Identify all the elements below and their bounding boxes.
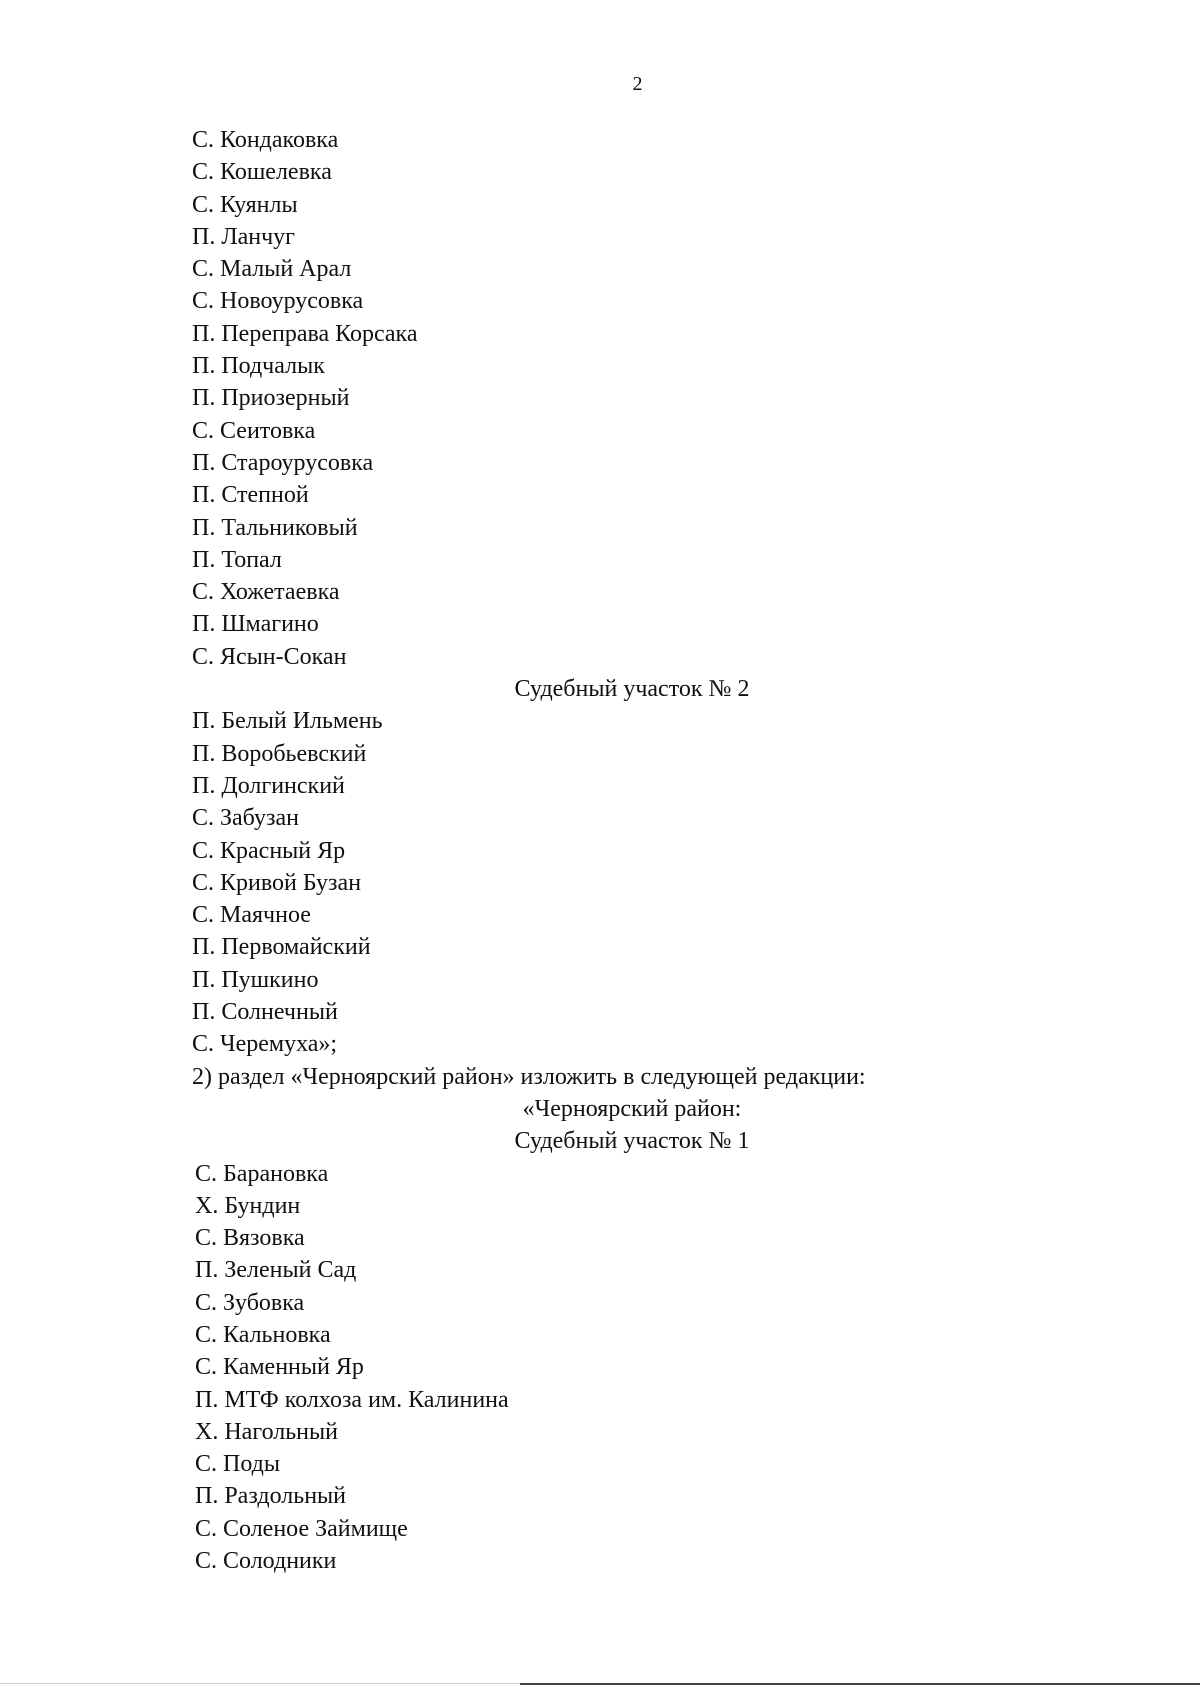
settlement-item: П. Воробьевский <box>192 740 367 767</box>
settlement-item: П. Приозерный <box>192 385 350 412</box>
settlement-item: П. МТФ колхоза им. Калинина <box>195 1386 509 1413</box>
settlement-item: П. Староурусовка <box>192 449 374 476</box>
settlement-item: С. Сеитовка <box>192 417 316 444</box>
settlement-item: С. Кривой Бузан <box>192 869 362 896</box>
settlement-item: С. Поды <box>195 1451 280 1478</box>
settlement-item: С. Малый Арал <box>192 256 352 283</box>
page-number: 2 <box>632 73 643 95</box>
settlement-item: С. Кошелевка <box>192 159 332 186</box>
court-section-heading-1: Судебный участок № 1 <box>514 1128 750 1155</box>
settlement-item: П. Тальниковый <box>192 514 358 541</box>
settlement-item: П. Долгинский <box>192 772 345 799</box>
settlement-item: П. Пушкино <box>192 966 319 993</box>
settlement-item: Х. Бундин <box>195 1192 301 1219</box>
settlement-item: П. Степной <box>192 482 309 509</box>
settlement-list-chernoyarsky <box>192 1158 1072 1578</box>
settlement-item: С. Новоурусовка <box>192 288 364 315</box>
settlement-item: С. Куянлы <box>192 191 298 218</box>
settlement-item: С. Соленое Займище <box>195 1515 408 1542</box>
settlement-item: С. Кондаковка <box>192 127 339 153</box>
settlement-item: Х. Нагольный <box>195 1418 338 1445</box>
settlement-list-section-2 <box>192 705 1072 1060</box>
settlement-item: С. Каменный Яр <box>195 1354 364 1381</box>
settlement-item: П. Подчалык <box>192 353 325 380</box>
scan-edge-line-dark <box>520 1683 1200 1685</box>
settlement-item: С. Зубовка <box>195 1289 305 1316</box>
district-heading: «Черноярский район: <box>522 1095 742 1122</box>
settlement-item: П. Первомайский <box>192 934 371 961</box>
settlement-item: П. Белый Ильмень <box>192 708 383 735</box>
settlement-item: П. Солнечный <box>192 999 338 1026</box>
settlement-item: С. Черемуха»; <box>192 1031 338 1058</box>
document-body <box>192 124 1072 1577</box>
settlement-item: С. Маячное <box>192 902 311 929</box>
settlement-item: П. Шмагино <box>192 611 319 638</box>
settlement-item: С. Ясын-Сокан <box>192 643 347 670</box>
settlement-item: П. Ланчуг <box>192 223 296 250</box>
settlement-item: П. Раздольный <box>195 1483 347 1510</box>
court-section-heading-2: Судебный участок № 2 <box>514 676 750 703</box>
settlement-item: С. Солодники <box>195 1548 337 1575</box>
settlement-item: С. Хожетаевка <box>192 579 340 606</box>
settlement-list-section-1 <box>192 124 1072 673</box>
settlement-item: С. Красный Яр <box>192 837 346 864</box>
settlement-item: С. Кальновка <box>195 1321 331 1348</box>
settlement-item: П. Топал <box>192 546 282 573</box>
amendment-paragraph: 2) раздел «Черноярский район» изложить в следующей редакции: <box>192 1063 866 1090</box>
settlement-item: С. Вязовка <box>195 1225 305 1252</box>
settlement-item: П. Зеленый Сад <box>195 1257 357 1284</box>
settlement-item: С. Забузан <box>192 805 299 832</box>
settlement-item: П. Переправа Корсака <box>192 320 418 347</box>
settlement-item: С. Барановка <box>195 1160 329 1187</box>
